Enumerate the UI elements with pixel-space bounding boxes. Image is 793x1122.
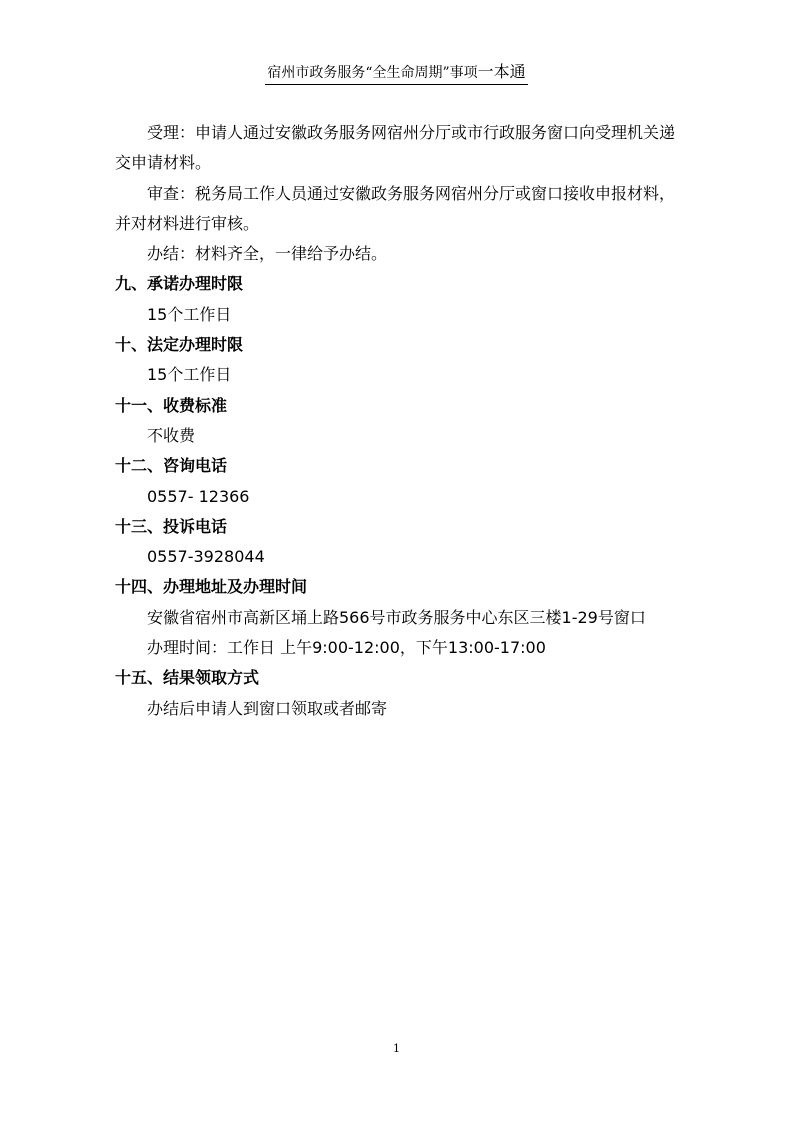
section-heading-complaint-phone: 十三、投诉电话 [115, 516, 228, 536]
section-heading-fee: 十一、收费标准 [115, 395, 228, 415]
section-heading-promised-time: 九、承诺办理时限 [115, 274, 244, 294]
section-value-consult-phone: 0557- 12366 [147, 486, 250, 506]
section-value-legal-time: 15个工作日 [147, 365, 232, 385]
section-value-promised-time: 15个工作日 [147, 304, 232, 324]
header-title-tail: 一本通 [477, 62, 526, 81]
section-value-fee: 不收费 [147, 425, 196, 445]
section-heading-legal-time: 十、法定办理时限 [115, 335, 244, 355]
procedure-review: 审查：税务局工作人员通过安徽政务服务网宿州分厅或窗口接收申报材料，并对材料进行审核。 [115, 183, 676, 233]
header-underlined-title [265, 62, 527, 85]
section-heading-result: 十五、结果领取方式 [115, 668, 260, 688]
section-value-result: 办结后申请人到窗口领取或者邮寄 [147, 698, 388, 718]
page-number: 1 [393, 1042, 400, 1055]
header-title: 宿州市政务服务“全生命周期”事项 [267, 65, 478, 81]
procedure-accept: 受理：申请人通过安徽政务服务网宿州分厅或市行政服务窗口向受理机关递交申请材料。 [115, 123, 676, 173]
section-heading-consult-phone: 十二、咨询电话 [115, 456, 228, 476]
section-value-hours: 办理时间：工作日 上午9:00-12:00，下午13:00-17:00 [147, 638, 546, 658]
section-value-address: 安徽省宿州市高新区埇上路566号市政务服务中心东区三楼1-29号窗口 [147, 607, 646, 627]
procedure-conclude: 办结：材料齐全，一律给予办结。 [147, 244, 388, 264]
section-heading-address: 十四、办理地址及办理时间 [115, 577, 308, 597]
section-value-complaint-phone: 0557-3928044 [147, 547, 265, 567]
document-body [115, 118, 685, 724]
page-header [0, 62, 793, 85]
